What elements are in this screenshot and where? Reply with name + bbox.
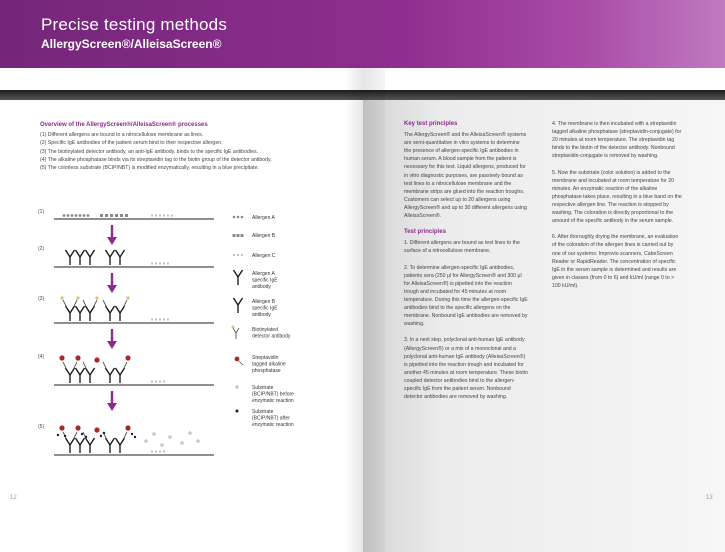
- key-principles-text: The AllergyScreen® and the AlleisaScreen® systems are semi-quantitative in vitro systems to determine the presence of allergen-specific IgE antibodies in human serum. A blood sample from the patient is necessary for this test. Liquid allergens, produced for in vitro diagnostic purposes, are passively bound as test lines to a nitrocellulose membrane and the membrane strips are glued into the reaction troughs. Customers can select up to 20 allergens using AllergyScreen® and up to 30 different allergens using AlleisaScreen®.: [404, 132, 527, 220]
- test-principles-heading: Test principles: [404, 229, 446, 236]
- step-arrow-4: [107, 391, 117, 411]
- overview-item: (1) Different allergens are bound to a nitrocellulose membrane as lines.: [40, 132, 204, 138]
- legend-label: Allergen C: [252, 253, 276, 259]
- step-arrow-1: [107, 225, 117, 245]
- overview-list: [40, 131, 340, 172]
- allergen-c-icon: [233, 254, 243, 256]
- step-5-membrane: [54, 425, 214, 455]
- overview-title: Overview of the AllergyScreen®/AlleisaScreen® processes: [40, 122, 208, 128]
- page-subtitle: AllergyScreen®/AlleisaScreen®: [41, 37, 222, 51]
- substrate-before-icon: [235, 385, 239, 389]
- step-4-membrane: [54, 355, 214, 385]
- principles-column-2: [552, 120, 682, 298]
- step-arrow-2: [107, 273, 117, 293]
- legend-label: Allergen A specific IgE antibody: [252, 271, 278, 290]
- phosphatase-icon: [235, 357, 243, 365]
- step-label-1: (1): [38, 209, 45, 215]
- step-arrow-3: [107, 329, 117, 349]
- principles-column-1: [404, 120, 528, 409]
- process-diagram: [34, 205, 344, 490]
- step-2-membrane: [54, 250, 214, 267]
- antibody-a-icon: [234, 270, 243, 285]
- page-number-right: 13: [706, 495, 713, 501]
- allergen-a-icon: [233, 216, 244, 219]
- test-principle-3: 3. In a next step, polyclonal anti-human IgE antibody (AllergyScreen®) or a mix of a monoclonal and a polyclonal anti-human IgE antibody (AlleisaScreen®) is pipetted into the reaction trough and incubated for another 45 minutes at room temperature. These biotin coupled detector antibodies bind to the allergen-specific IgE from the patient serum. Nonbound detector antibodies are removed by washing.: [404, 337, 528, 401]
- test-principle-5: 5. Now the substrate (color solution) is added to the membrane and incubated at room temperature for 20 minutes. An enzymatic reaction of the alkaline phosphatase takes place, resulting in a blue band on the respective allergen line. The reaction is stopped by washing. The coloration is directly proportional to the amount of the specific antibody in the serum sample.: [552, 169, 682, 225]
- header-banner: [0, 0, 725, 68]
- step-label-2: (2): [38, 246, 45, 252]
- step-label-5: (5): [38, 424, 45, 430]
- substrate-after-icon: [236, 410, 239, 413]
- key-principles-heading: Key test principles: [404, 121, 458, 127]
- detector-antibody-icon: [232, 326, 240, 340]
- legend-label: Allergen A: [252, 215, 275, 221]
- test-principle-2: 2. To determine allergen-specific IgE antibodies, patients sera (250 µl for AllergyScreen® and 300 µl for AlleisaScreen®) is pipetted into the reaction trough and incubated for 45 minutes at room temperature. During this time the allergen-specific IgE antibodies bind to the specific allergens on the membrane. Nonbound IgE antibodies are removed by washing.: [404, 264, 528, 328]
- legend-label: Allergen B: [252, 233, 276, 239]
- test-principle-1: 1. Different allergens are bound as test lines to the surface of a nitrocellulose membrane.: [404, 240, 520, 255]
- overview-item: (4) The alkaline phosphatase binds via its streptavidin tag to the biotin group of the detector antibody.: [40, 156, 272, 163]
- step-3-membrane: [54, 296, 214, 323]
- legend-label: Streptavidin tagged alkaline phosphatase: [252, 355, 286, 374]
- page-title: Precise testing methods: [41, 15, 228, 34]
- step-label-3: (3): [38, 296, 45, 302]
- allergen-b-icon: [233, 234, 244, 237]
- overview-item: (5) The colorless substrate (BCIP/NBT) is modified enzymatically, resulting in a blue precipitate.: [40, 165, 259, 172]
- overview-item: (2) Specific IgE antibodies of the patient serum bind to their respective allergen.: [40, 140, 223, 147]
- legend-label: Biotinylated detector antibody: [252, 327, 291, 340]
- legend: [232, 215, 295, 428]
- page-number-left: 12: [10, 495, 17, 501]
- step-label-4: (4): [38, 354, 45, 360]
- legend-label: Substrate (BCIP/NBT) after enzymatic reaction: [252, 409, 294, 428]
- overview-item: (3) The biotinylated detector antibody, an anti-IgE antibody, binds to the specific IgE antibodies.: [40, 148, 259, 155]
- test-principle-6: 6. After thoroughly drying the membrane, an evaluation of the coloration of the allergen lines is carried out by one of our systems: Improvio scanners, CabeScreen Reader or RapidReader. The concentration of specific IgE in the serum sample is determined and results are given in classes (from 0 to 6) and kU/ml (range 0 to > 100 kU/ml).: [552, 234, 679, 289]
- legend-label: Allergen B specific IgE antibody: [252, 299, 278, 318]
- page-fold: [345, 68, 385, 552]
- step-1-membrane: [54, 214, 214, 219]
- antibody-b-icon: [234, 298, 243, 313]
- test-principle-4: 4. The membrane is then incubated with a streptavidin tagged alkaline phosphatase (streptavidin-conjugate) for 20 minutes at room temperature. The streptavidin tag binds to the biotin of the detector antibody. Nonbound streptavidin-conjugate is removed by washing.: [552, 121, 682, 160]
- legend-label: Substrate (BCIP/NBT) before enzymatic reaction: [252, 385, 294, 404]
